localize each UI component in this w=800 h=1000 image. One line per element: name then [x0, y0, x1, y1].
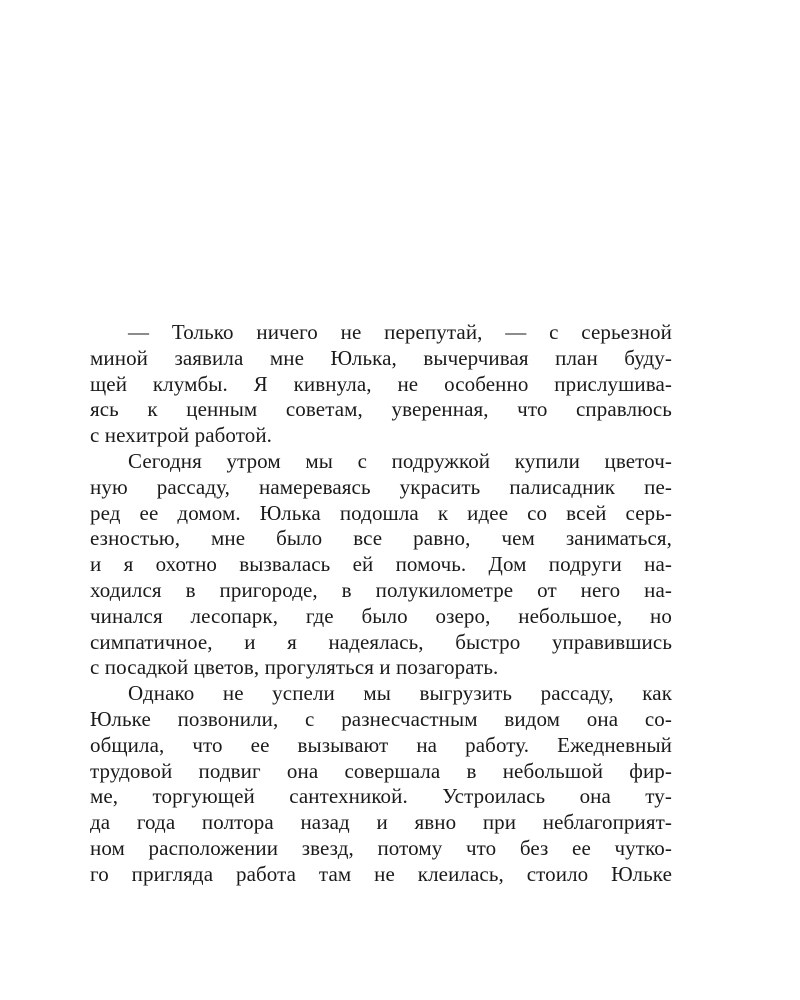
- text-line: Юльке позвонили, с разнесчастным видом она со-: [90, 706, 672, 731]
- text-line: ме, торгующей сантехникой. Устроилась она ту-: [90, 784, 672, 809]
- text-line: щей клумбы. Я кивнула, не особенно прислушива-: [90, 371, 672, 396]
- text-line: чинался лесопарк, где было озеро, небольшое, но: [90, 603, 672, 628]
- text-line: ном расположении звезд, потому что без ее чутко-: [90, 835, 672, 860]
- text-line: езностью, мне было все равно, чем заниматься,: [90, 526, 672, 551]
- text-line: миной заявила мне Юлька, вычерчивая план буду-: [90, 345, 672, 370]
- text-line: ходился в пригороде, в полукилометре от него на-: [90, 577, 672, 602]
- text-line: и я охотно вызвалась ей помочь. Дом подруги на-: [90, 552, 672, 577]
- text-line: Однако не успели мы выгрузить рассаду, как: [128, 681, 672, 706]
- text-line: трудовой подвиг она совершала в небольшой фир-: [90, 758, 672, 783]
- text-line: симпатичное, и я надеялась, быстро управившись: [90, 629, 672, 654]
- paragraph-1: [90, 320, 672, 449]
- text-line: с посадкой цветов, прогуляться и позагорать.: [90, 655, 499, 680]
- text-line: ред ее домом. Юлька подошла к идее со всей серь-: [90, 500, 672, 525]
- text-line: Сегодня утром мы с подружкой купили цветоч-: [128, 448, 672, 473]
- text-line: го пригляда работа там не клеилась, стоило Юльке: [90, 861, 672, 886]
- text-line: общила, что ее вызывают на работу. Ежедневный: [90, 732, 672, 757]
- text-line: ную рассаду, намереваясь украсить палисадник пе-: [90, 474, 672, 499]
- text-line: с нехитрой работой.: [90, 423, 273, 448]
- text-line: да года полтора назад и явно при неблагоприят-: [90, 810, 672, 835]
- paragraph-2: [90, 449, 672, 681]
- book-page-text: [90, 320, 672, 888]
- paragraph-3: [90, 681, 672, 887]
- text-line: ясь к ценным советам, уверенная, что справлюсь: [90, 397, 672, 422]
- text-line: — Только ничего не перепутай, — с серьезной: [128, 320, 672, 344]
